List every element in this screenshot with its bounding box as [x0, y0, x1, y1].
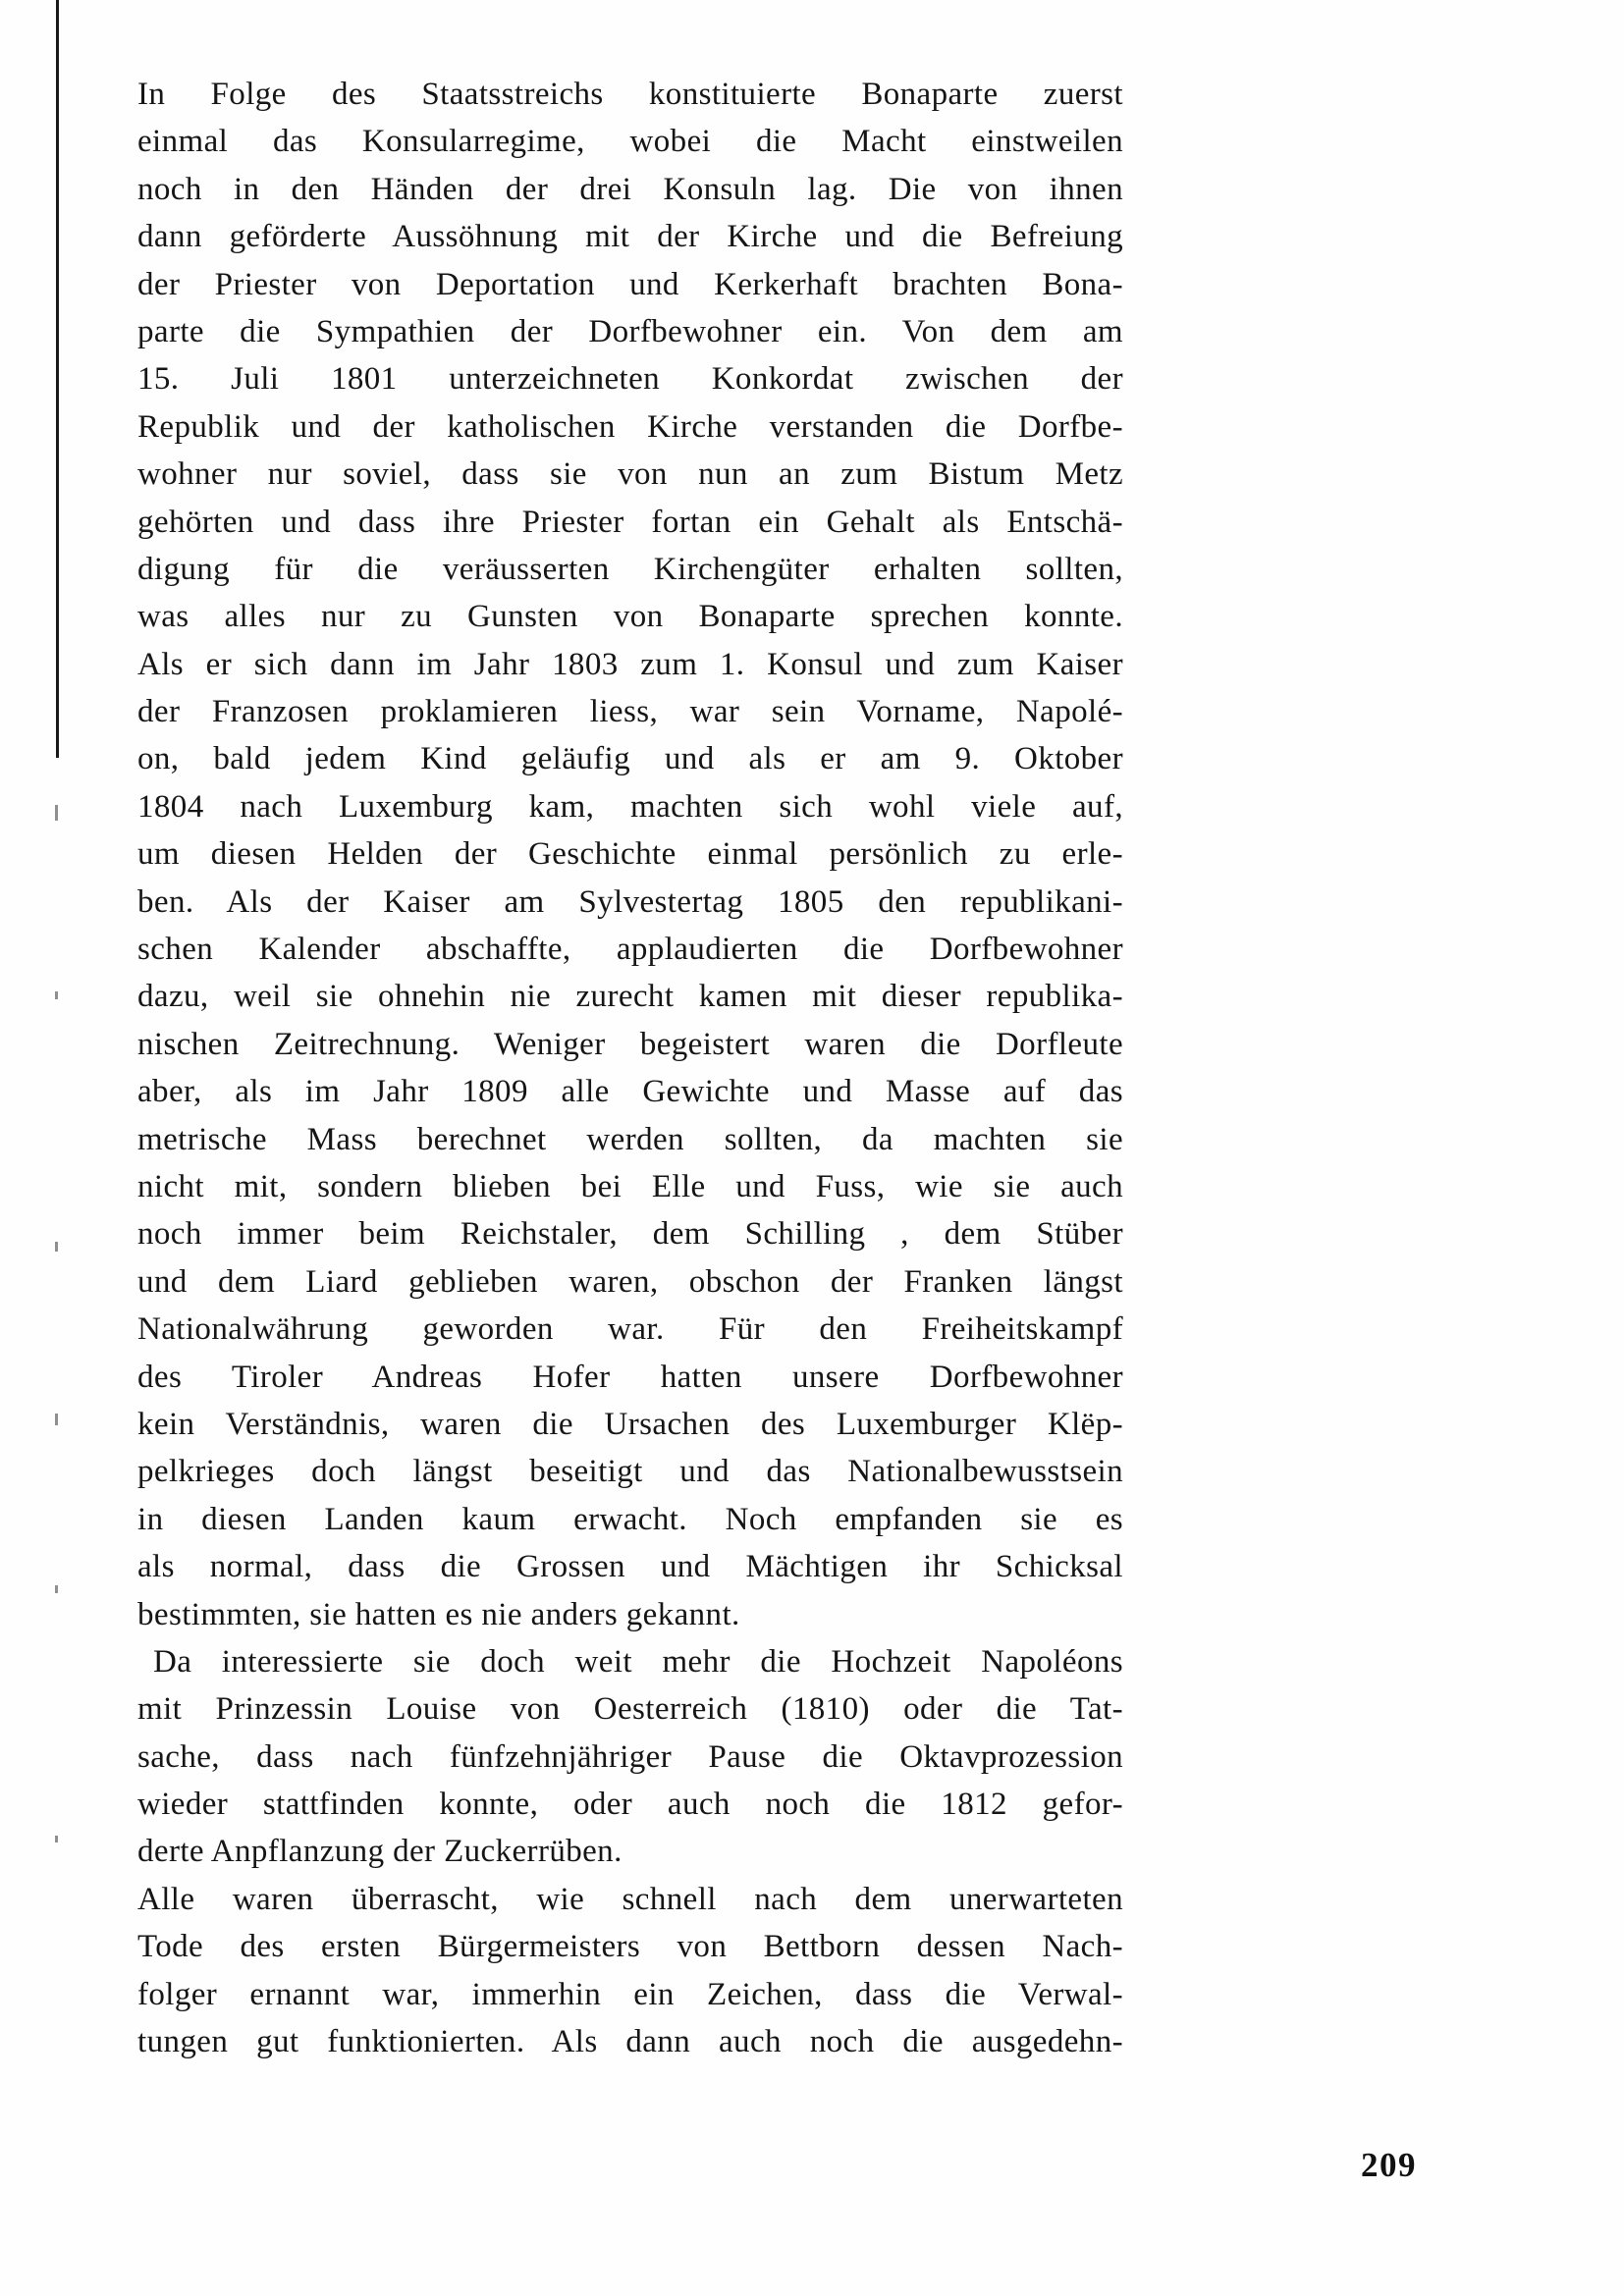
text-line: einmal das Konsularregime, wobei die Macht einstweilen	[137, 124, 1123, 160]
text-line: ben. Als der Kaiser am Sylvestertag 1805 den republikani-	[137, 883, 1123, 920]
text-line: Nationalwährung geworden war. Für den Freiheitskampf	[137, 1311, 1123, 1348]
text-line: Tode des ersten Bürgermeisters von Bettborn dessen Nach-	[137, 1929, 1123, 1965]
text-line: Da interessierte sie doch weit mehr die Hochzeit Napoléons	[153, 1643, 1123, 1680]
text-line: was alles nur zu Gunsten von Bonaparte sprechen konnte.	[137, 599, 1123, 635]
text-line: noch in den Händen der drei Konsuln lag. Die von ihnen	[137, 171, 1123, 207]
text-line: In Folge des Staatsstreichs konstituierte Bonaparte zuerst	[137, 77, 1123, 112]
text-line: digung für die veräusserten Kirchengüter erhalten sollten,	[137, 551, 1123, 587]
text-line: um diesen Helden der Geschichte einmal persönlich zu erle-	[137, 836, 1123, 873]
text-line: kein Verständnis, waren die Ursachen des Luxemburger Klëp-	[137, 1406, 1123, 1442]
text-line: der Franzosen proklamieren liess, war sein Vorname, Napolé-	[137, 694, 1123, 730]
text-line: der Priester von Deportation und Kerkerhaft brachten Bona-	[137, 266, 1123, 302]
text-line: tungen gut funktionierten. Als dann auch noch die ausgedehn-	[137, 2024, 1123, 2060]
text-line: derte Anpflanzung der Zuckerrüben.	[137, 1834, 623, 1870]
text-line: Als er sich dann im Jahr 1803 zum 1. Konsul und zum Kaiser	[137, 646, 1123, 682]
text-line: dazu, weil sie ohnehin nie zurecht kamen mit dieser republika-	[137, 979, 1123, 1015]
text-line: parte die Sympathien der Dorfbewohner ein. Von dem am	[137, 313, 1123, 349]
text-line: nischen Zeitrechnung. Weniger begeistert waren die Dorfleute	[137, 1026, 1123, 1062]
page-number: 209	[1361, 2146, 1417, 2184]
text-line: wohner nur soviel, dass sie von nun an zum Bistum Metz	[137, 456, 1123, 493]
scan-artifact-speck	[55, 991, 58, 999]
scan-artifact-speck	[55, 1585, 58, 1593]
text-line: dann geförderte Aussöhnung mit der Kirche und die Befreiung	[137, 219, 1123, 255]
text-line: mit Prinzessin Louise von Oesterreich (1810) oder die Tat-	[137, 1691, 1123, 1728]
scan-artifact-speck	[55, 805, 58, 821]
scan-artifact-line	[56, 0, 59, 758]
text-line: folger ernannt war, immerhin ein Zeichen, dass die Verwal-	[137, 1976, 1123, 2012]
text-line: aber, als im Jahr 1809 alle Gewichte und Masse auf das	[137, 1074, 1123, 1110]
text-block	[137, 71, 1123, 2065]
text-line: metrische Mass berechnet werden sollten, da machten sie	[137, 1121, 1123, 1157]
scan-artifact-speck	[55, 1242, 58, 1252]
text-line: schen Kalender abschaffte, applaudierten die Dorfbewohner	[137, 932, 1123, 968]
scan-artifact-speck	[55, 1414, 58, 1425]
text-line: nicht mit, sondern blieben bei Elle und Fuss, wie sie auch	[137, 1168, 1123, 1204]
text-line: Alle waren überrascht, wie schnell nach dem unerwarteten	[137, 1881, 1123, 1917]
text-line: 15. Juli 1801 unterzeichneten Konkordat zwischen der	[137, 361, 1123, 398]
text-line: bestimmten, sie hatten es nie anders gekannt.	[137, 1596, 740, 1632]
text-line: on, bald jedem Kind geläufig und als er am 9. Oktober	[137, 741, 1123, 777]
text-line: wieder stattfinden konnte, oder auch noch die 1812 gefor-	[137, 1787, 1123, 1823]
scan-artifact-speck	[55, 1836, 58, 1842]
text-line: Republik und der katholischen Kirche verstanden die Dorfbe-	[137, 408, 1123, 445]
text-line: gehörten und dass ihre Priester fortan ein Gehalt als Entschä-	[137, 504, 1123, 540]
text-line: 1804 nach Luxemburg kam, machten sich wohl viele auf,	[137, 788, 1123, 825]
text-line: in diesen Landen kaum erwacht. Noch empfanden sie es	[137, 1501, 1123, 1537]
text-line: als normal, dass die Grossen und Mächtigen ihr Schicksal	[137, 1549, 1123, 1585]
text-line: des Tiroler Andreas Hofer hatten unsere Dorfbewohner	[137, 1359, 1123, 1395]
text-line: pelkrieges doch längst beseitigt und das Nationalbewusstsein	[137, 1454, 1123, 1490]
text-line: sache, dass nach fünfzehnjähriger Pause die Oktavprozession	[137, 1738, 1123, 1775]
text-line: noch immer beim Reichstaler, dem Schilling , dem Stüber	[137, 1216, 1123, 1253]
text-line: und dem Liard geblieben waren, obschon der Franken längst	[137, 1263, 1123, 1300]
